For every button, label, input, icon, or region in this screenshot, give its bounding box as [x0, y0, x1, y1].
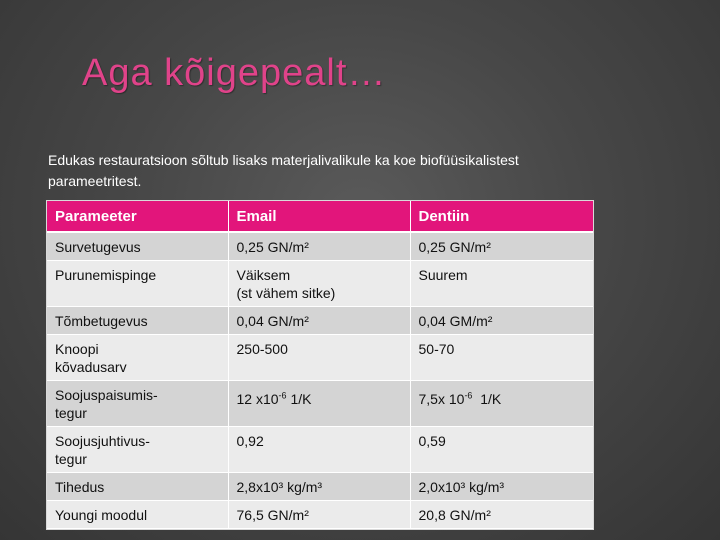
table-row — [47, 232, 593, 261]
cell-dentin: 0,25 GN/m² — [410, 232, 593, 261]
cell-parameter: Youngi moodul — [47, 501, 228, 529]
cell-email: 0,25 GN/m² — [228, 232, 410, 261]
cell-email: 76,5 GN/m² — [228, 501, 410, 529]
cell-email: 0,04 GN/m² — [228, 307, 410, 335]
intro-text — [48, 150, 648, 192]
intro-line-2: parameetritest. — [48, 173, 142, 189]
cell-parameter: Survetugevus — [47, 232, 228, 261]
parameter-table — [46, 200, 594, 530]
cell-parameter: Tõmbetugevus — [47, 307, 228, 335]
table-row — [47, 261, 593, 307]
cell-email: 250-500 — [228, 335, 410, 381]
cell-dentin: 0,04 GM/m² — [410, 307, 593, 335]
table-row — [47, 427, 593, 473]
cell-parameter: Tihedus — [47, 473, 228, 501]
table-row — [47, 307, 593, 335]
cell-dentin: 2,0x10³ kg/m³ — [410, 473, 593, 501]
header-email: Email — [228, 201, 410, 232]
slide-title: Aga kõigepealt… — [82, 52, 387, 94]
intro-line-1: Edukas restauratsioon sõltub lisaks materjalivalikule ka koe biofüüsikalistest — [48, 152, 519, 168]
header-dentin: Dentiin — [410, 201, 593, 232]
cell-email: 12 $x10^{-6}$ 1/K — [228, 381, 410, 427]
cell-dentin: 50-70 — [410, 335, 593, 381]
table-row — [47, 381, 593, 427]
table-row — [47, 501, 593, 529]
cell-dentin: 0,59 — [410, 427, 593, 473]
table-header-row — [47, 201, 593, 232]
cell-email: 0,92 — [228, 427, 410, 473]
header-parameter: Parameeter — [47, 201, 228, 232]
cell-parameter: Soojusjuhtivus- tegur — [47, 427, 228, 473]
cell-parameter: Purunemispinge — [47, 261, 228, 307]
cell-email: Väiksem (st vähem sitke) — [228, 261, 410, 307]
table-row — [47, 335, 593, 381]
cell-dentin: 7,5x $10^{-6}$ 1/K — [410, 381, 593, 427]
cell-dentin: Suurem — [410, 261, 593, 307]
cell-parameter: Soojuspaisumis- tegur — [47, 381, 228, 427]
cell-dentin: 20,8 GN/m² — [410, 501, 593, 529]
table-row — [47, 473, 593, 501]
cell-email: 2,8x10³ kg/m³ — [228, 473, 410, 501]
cell-parameter: Knoopi kõvadusarv — [47, 335, 228, 381]
